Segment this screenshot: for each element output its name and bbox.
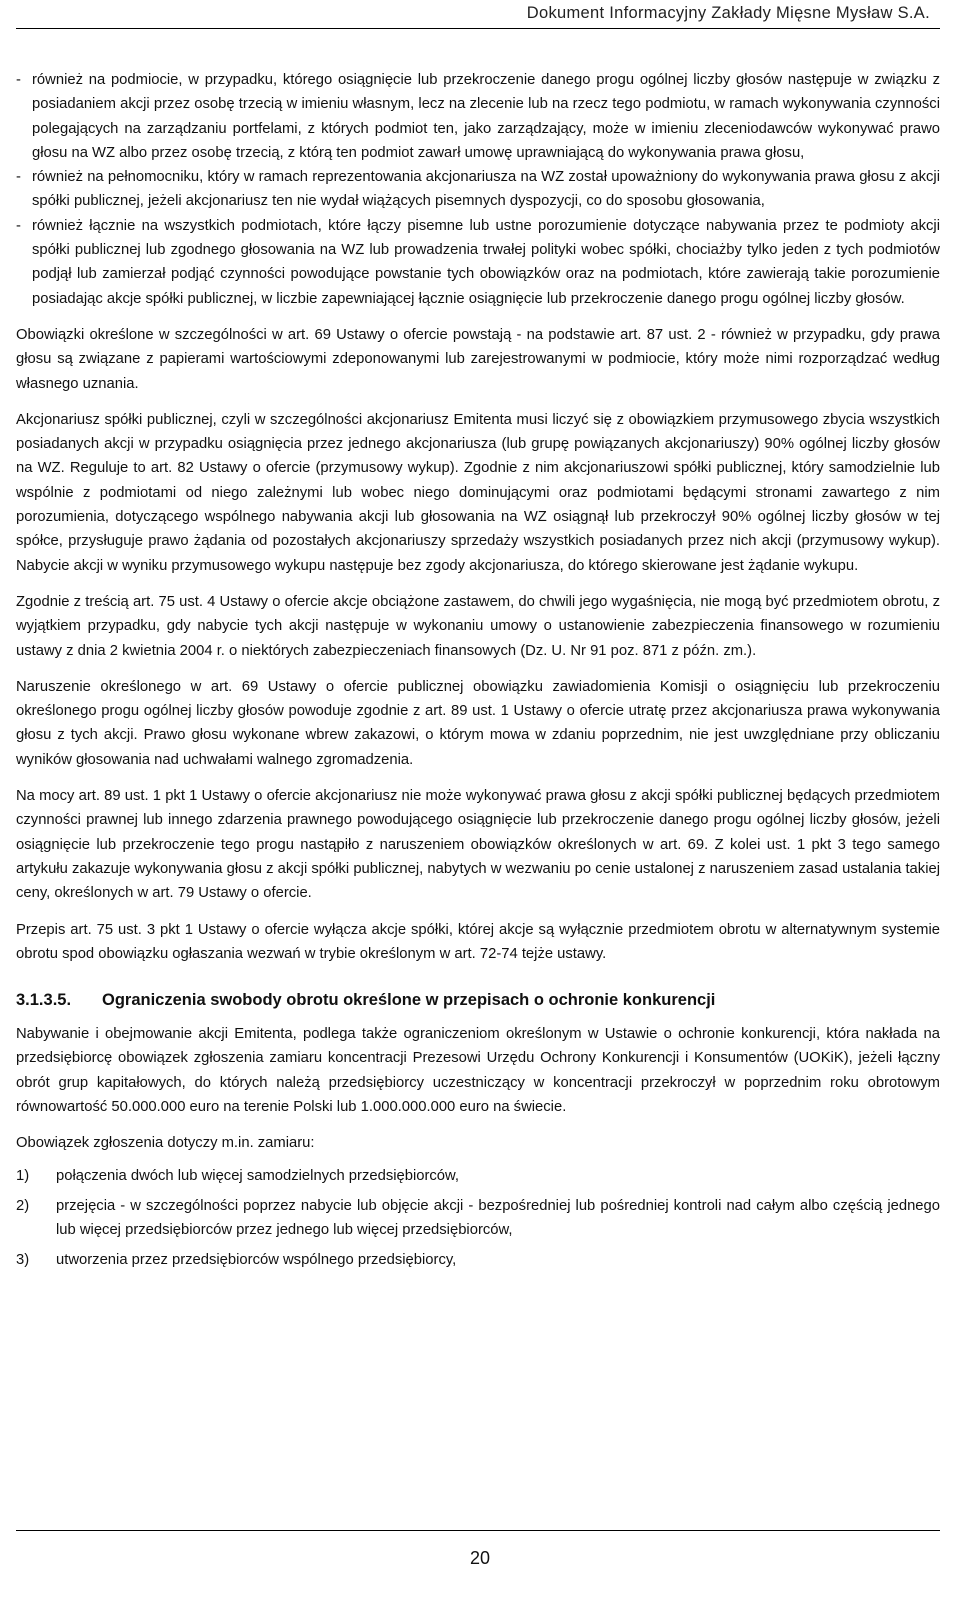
bullet-text: również na podmiocie, w przypadku, którego osiągnięcie lub przekroczenie danego progu ogólnej liczby głosów następuje w związku z posiadaniem akcji przez osobę trzecią w imieniu własnym, lecz na zlecenie lub na rzecz tego podmiotu, w ramach wykonywania czynności polegających na zarządzaniu portfelami, z których podmiot ten, jako zarządzający, może w imieniu zleceniodawców wykonywać prawo głosu na WZ albo przez osobę trzecią, z którą ten podmiot zawarł umowę uprawniającą do wykonywania prawa głosu,	[32, 72, 940, 161]
section-paragraph: Nabywanie i obejmowanie akcji Emitenta, podlega także ograniczeniom określonym w Ustawie o ochronie konkurencji, która nakłada na przedsiębiorcę obowiązek zgłoszenia zamiaru koncentracji Prezesowi Urzędu Ochrony Konkurencji i Konsumentów (UOKiK), jeżeli łączny obrót grup kapitałowych, do których należą przedsiębiorcy uczestniczący w koncentracji przekroczył w poprzednim roku obrotowym równowartość 50.000.000 euro na terenie Polski lub 1.000.000.000 euro na świecie.	[16, 1026, 940, 1115]
list-item-text: połączenia dwóch lub więcej samodzielnych przedsiębiorców,	[56, 1167, 460, 1184]
bullet-dash: -	[16, 217, 21, 234]
list-marker: 2)	[16, 1197, 30, 1214]
list-item-text: przejęcia - w szczególności poprzez nabycie lub objęcie akcji - bezpośredniej lub pośredniej kontroli nad całym albo częścią jednego lub więcej przedsiębiorców przez jednego lub więcej przedsiębiorców,	[56, 1197, 940, 1239]
numbered-list-item	[16, 1164, 940, 1188]
bullet-dash: -	[16, 169, 21, 186]
bullet-item	[16, 214, 940, 311]
list-item-text: utworzenia przez przedsiębiorców wspólnego przedsiębiorcy,	[56, 1252, 457, 1269]
paragraph: Zgodnie z treścią art. 75 ust. 4 Ustawy o ofercie akcje obciążone zastawem, do chwili jego wygaśnięcia, nie mogą być przedmiotem obrotu, z wyjątkiem przypadku, gdy nabycie tych akcji następuje w wykonaniu umowy o ustanowienie zabezpieczenia finansowego w rozumieniu ustawy z dnia 2 kwietnia 2004 r. o niektórych zabezpieczeniach finansowych (Dz. U. Nr 91 poz. 871 z późn. zm.).	[16, 593, 940, 659]
document-header-title: Dokument Informacyjny Zakłady Mięsne Mysław S.A.	[526, 4, 930, 22]
paragraph: Na mocy art. 89 ust. 1 pkt 1 Ustawy o ofercie akcjonariusz nie może wykonywać prawa głosu z akcji spółki publicznej będących przedmiotem czynności prawnej lub innego zdarzenia prawnego powodującego osiągnięcie lub przekroczenie danego progu ogólnej liczby głosów, jeżeli osiągnięcie lub przekroczenie tego progu nastąpiło z naruszeniem obowiązków określonych w art. 69. Z kolei ust. 1 pkt 3 tego samego artykułu zakazuje wykonywania głosu z akcji spółki publicznej, nabytych w wezwaniu po cenie ustalonej z naruszeniem zasad ustalania takiej ceny, określonych w art. 79 Ustawy o ofercie.	[16, 788, 940, 902]
numbered-list-item	[16, 1194, 940, 1243]
bullet-text: również łącznie na wszystkich podmiotach, które łączy pisemne lub ustne porozumienie dotyczące nabywania przez te podmioty akcji spółki publicznej lub zgodnego głosowania na WZ lub prowadzenia trwałej polityki wobec spółki, chociażby tylko jeden z tych podmiotów podjął lub zamierzał podjąć czynności powodujące powstanie tych obowiązków oraz na podmiotach, które zawierają takie porozumienie posiadając akcje spółki publicznej, w liczbie zapewniającej łącznie osiągnięcie lub przekroczenie danego progu ogólnej liczby głosów.	[32, 217, 940, 307]
bullet-list	[16, 68, 940, 311]
list-marker: 1)	[16, 1167, 30, 1184]
bullet-text: również na pełnomocniku, który w ramach reprezentowania akcjonariusza na WZ został upoważniony do wykonywania prawa głosu z akcji spółki publicznej, jeżeli akcjonariusz ten nie wydał wiążących pisemnych dyspozycji, co do sposobu głosowania,	[32, 169, 940, 210]
bullet-dash: -	[16, 72, 21, 88]
list-marker: 3)	[16, 1252, 30, 1269]
footer-divider	[16, 1530, 940, 1531]
bullet-item	[16, 165, 940, 214]
paragraph: Przepis art. 75 ust. 3 pkt 1 Ustawy o ofercie wyłącza akcje spółki, której akcje są wyłącznie przedmiotem obrotu w alternatywnym systemie obrotu spod obowiązku ogłaszania wezwań w trybie określonym w art. 72-74 tejże ustawy.	[16, 921, 940, 962]
section-paragraph: Obowiązek zgłoszenia dotyczy m.in. zamiaru:	[16, 1135, 315, 1152]
document-body	[16, 68, 940, 1279]
section-title: Ograniczenia swobody obrotu określone w przepisach o ochronie konkurencji	[102, 991, 716, 1010]
page-number: 20	[469, 1548, 491, 1568]
paragraph: Obowiązki określone w szczególności w art. 69 Ustawy o ofercie powstają - na podstawie art. 87 ust. 2 - również w przypadku, gdy prawa głosu są związane z papierami wartościowymi zdeponowanymi lub zarejestrowanymi w podmiocie, który może nimi rozporządzać według własnego uznania.	[16, 326, 940, 392]
numbered-list-item	[16, 1248, 940, 1272]
paragraph: Akcjonariusz spółki publicznej, czyli w szczególności akcjonariusz Emitenta musi liczyć się z obowiązkiem przymusowego zbycia wszystkich posiadanych akcji w przypadku osiągnięcia przez jednego akcjonariusza (lub grupę powiązanych akcjonariuszy) 90% ogólnej liczby głosów na WZ. Reguluje to art. 82 Ustawy o ofercie (przymusowy wykup). Zgodnie z nim akcjonariuszowi spółki publicznej, który samodzielnie lub wspólnie z podmiotami od niego zależnymi lub wobec niego dominującymi oraz podmiotami będącymi stronami zawartego z nim porozumienia, dotyczącego wspólnego nabywania akcji lub głosowania na WZ osiągnął lub przekroczył 90% ogólnej liczby głosów w tej spółce, przysługuje prawo żądania od pozostałych akcjonariuszy sprzedaży wszystkich posiadanych przez nich akcji (przymusowy wykup). Nabycie akcji w wyniku przymusowego wykupu następuje bez zgody akcjonariusza, do którego skierowane jest żądanie wykupu.	[16, 411, 940, 574]
section-number: 3.1.3.5.	[16, 991, 72, 1010]
bullet-item	[16, 68, 940, 165]
header-divider	[16, 28, 940, 29]
paragraph: Naruszenie określonego w art. 69 Ustawy o ofercie publicznej obowiązku zawiadomienia Komisji o osiągnięciu lub przekroczeniu określonego progu ogólnej liczby głosów powoduje zgodnie z art. 89 ust. 1 Ustawy o ofercie utratę przez akcjonariusza prawa wykonywania głosu z tych akcji. Prawo głosu wykonane wbrew zakazowi, o którym mowa w zdaniu poprzednim, nie jest uwzględniane przy obliczaniu wyników głosowania nad uchwałami walnego zgromadzenia.	[16, 678, 940, 768]
numbered-list	[16, 1164, 940, 1273]
section-heading	[16, 988, 940, 1012]
